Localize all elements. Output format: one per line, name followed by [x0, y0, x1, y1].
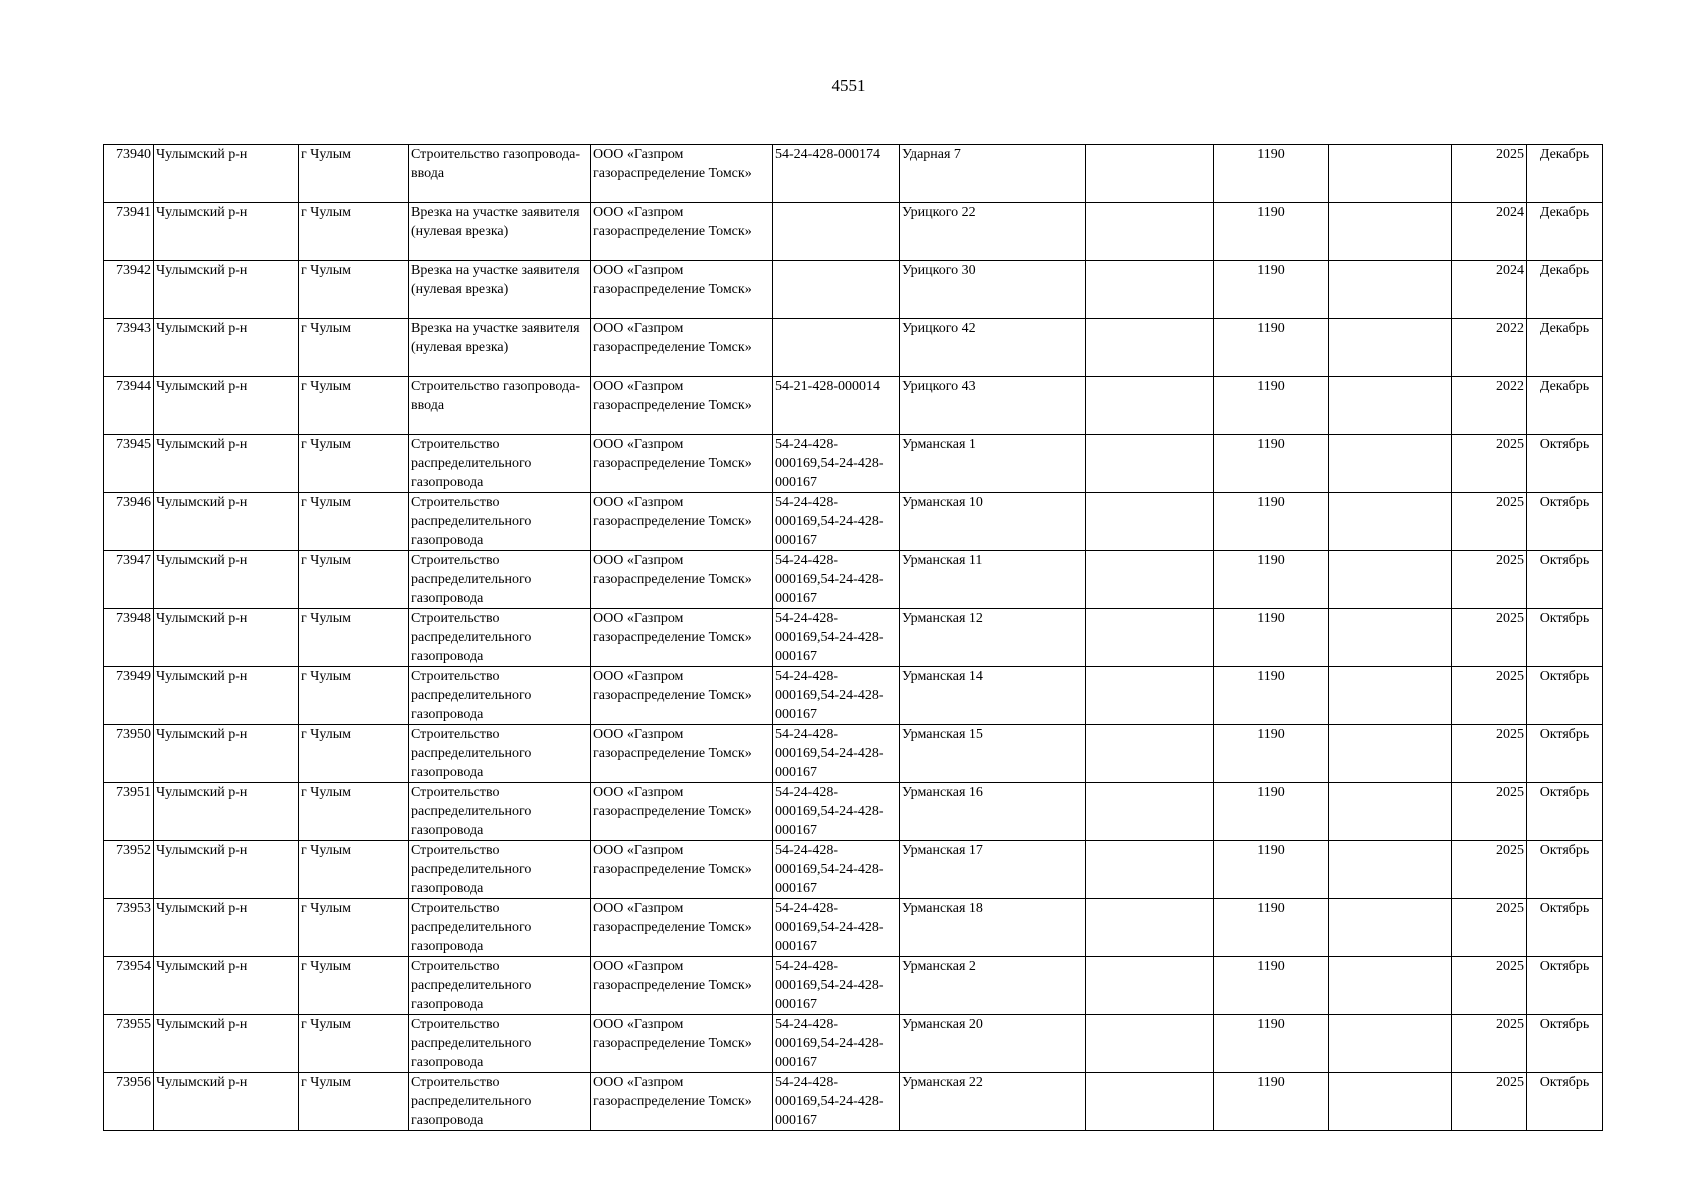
district-cell: Чулымский р-н	[154, 261, 299, 319]
locality-cell: г Чулым	[299, 551, 409, 609]
row-number-cell: 73947	[104, 551, 154, 609]
table-row	[104, 203, 1603, 261]
organization-cell: ООО «Газпром газораспределение Томск»	[591, 1073, 773, 1131]
cadastral-number-cell: 54-24-428-000169,54-24-428-000167	[773, 435, 900, 493]
row-number-cell: 73940	[104, 145, 154, 203]
locality-cell: г Чулым	[299, 783, 409, 841]
organization-cell: ООО «Газпром газораспределение Томск»	[591, 609, 773, 667]
work-type-cell: Строительство газопровода-ввода	[409, 145, 591, 203]
empty-cell	[1329, 725, 1452, 783]
row-number-cell: 73942	[104, 261, 154, 319]
empty-cell	[1329, 899, 1452, 957]
year-cell: 2025	[1452, 145, 1527, 203]
organization-cell: ООО «Газпром газораспределение Томск»	[591, 145, 773, 203]
page-number: 4551	[831, 76, 866, 95]
empty-cell	[1086, 377, 1214, 435]
empty-cell	[1086, 783, 1214, 841]
address-cell: Урицкого 22	[900, 203, 1086, 261]
district-cell: Чулымский р-н	[154, 551, 299, 609]
value-cell: 1190	[1214, 377, 1329, 435]
value-cell: 1190	[1214, 609, 1329, 667]
work-type-cell: Врезка на участке заявителя (нулевая врезка)	[409, 203, 591, 261]
address-cell: Урицкого 42	[900, 319, 1086, 377]
empty-cell	[1086, 203, 1214, 261]
row-number-cell: 73953	[104, 899, 154, 957]
table-row	[104, 1073, 1603, 1131]
value-cell: 1190	[1214, 203, 1329, 261]
empty-cell	[1329, 957, 1452, 1015]
empty-cell	[1086, 551, 1214, 609]
address-cell: Урманская 12	[900, 609, 1086, 667]
table-row	[104, 319, 1603, 377]
district-cell: Чулымский р-н	[154, 783, 299, 841]
empty-cell	[1086, 667, 1214, 725]
year-cell: 2025	[1452, 899, 1527, 957]
row-number-cell: 73956	[104, 1073, 154, 1131]
address-cell: Ударная 7	[900, 145, 1086, 203]
address-cell: Урманская 18	[900, 899, 1086, 957]
table-row	[104, 725, 1603, 783]
work-type-cell: Строительство распределительного газопровода	[409, 1073, 591, 1131]
address-cell: Урманская 14	[900, 667, 1086, 725]
empty-cell	[1086, 1073, 1214, 1131]
empty-cell	[1329, 667, 1452, 725]
year-cell: 2025	[1452, 1073, 1527, 1131]
row-number-cell: 73950	[104, 725, 154, 783]
district-cell: Чулымский р-н	[154, 377, 299, 435]
row-number-cell: 73941	[104, 203, 154, 261]
value-cell: 1190	[1214, 725, 1329, 783]
cadastral-number-cell: 54-24-428-000169,54-24-428-000167	[773, 667, 900, 725]
empty-cell	[1329, 377, 1452, 435]
empty-cell	[1329, 493, 1452, 551]
registry-table	[103, 144, 1603, 1131]
year-cell: 2025	[1452, 551, 1527, 609]
locality-cell: г Чулым	[299, 435, 409, 493]
row-number-cell: 73954	[104, 957, 154, 1015]
value-cell: 1190	[1214, 957, 1329, 1015]
empty-cell	[1086, 435, 1214, 493]
empty-cell	[1086, 145, 1214, 203]
locality-cell: г Чулым	[299, 261, 409, 319]
month-cell: Декабрь	[1527, 203, 1603, 261]
locality-cell: г Чулым	[299, 725, 409, 783]
address-cell: Урманская 22	[900, 1073, 1086, 1131]
empty-cell	[1086, 841, 1214, 899]
work-type-cell: Строительство распределительного газопровода	[409, 493, 591, 551]
empty-cell	[1329, 551, 1452, 609]
cadastral-number-cell: 54-24-428-000169,54-24-428-000167	[773, 1073, 900, 1131]
district-cell: Чулымский р-н	[154, 493, 299, 551]
month-cell: Декабрь	[1527, 145, 1603, 203]
year-cell: 2025	[1452, 493, 1527, 551]
locality-cell: г Чулым	[299, 145, 409, 203]
district-cell: Чулымский р-н	[154, 841, 299, 899]
table-row	[104, 609, 1603, 667]
locality-cell: г Чулым	[299, 667, 409, 725]
organization-cell: ООО «Газпром газораспределение Томск»	[591, 319, 773, 377]
table-row	[104, 957, 1603, 1015]
cadastral-number-cell: 54-24-428-000169,54-24-428-000167	[773, 609, 900, 667]
locality-cell: г Чулым	[299, 1015, 409, 1073]
value-cell: 1190	[1214, 261, 1329, 319]
organization-cell: ООО «Газпром газораспределение Томск»	[591, 1015, 773, 1073]
table-row	[104, 493, 1603, 551]
table-row	[104, 551, 1603, 609]
row-number-cell: 73955	[104, 1015, 154, 1073]
month-cell: Декабрь	[1527, 261, 1603, 319]
empty-cell	[1086, 725, 1214, 783]
row-number-cell: 73944	[104, 377, 154, 435]
locality-cell: г Чулым	[299, 377, 409, 435]
empty-cell	[1086, 899, 1214, 957]
table-row	[104, 145, 1603, 203]
value-cell: 1190	[1214, 841, 1329, 899]
work-type-cell: Строительство распределительного газопровода	[409, 435, 591, 493]
address-cell: Урманская 1	[900, 435, 1086, 493]
address-cell: Урманская 17	[900, 841, 1086, 899]
locality-cell: г Чулым	[299, 493, 409, 551]
year-cell: 2022	[1452, 377, 1527, 435]
month-cell: Октябрь	[1527, 725, 1603, 783]
district-cell: Чулымский р-н	[154, 319, 299, 377]
district-cell: Чулымский р-н	[154, 725, 299, 783]
table-row	[104, 435, 1603, 493]
empty-cell	[1086, 261, 1214, 319]
work-type-cell: Строительство распределительного газопровода	[409, 667, 591, 725]
month-cell: Декабрь	[1527, 377, 1603, 435]
cadastral-number-cell: 54-24-428-000169,54-24-428-000167	[773, 725, 900, 783]
work-type-cell: Строительство распределительного газопровода	[409, 551, 591, 609]
year-cell: 2024	[1452, 203, 1527, 261]
value-cell: 1190	[1214, 899, 1329, 957]
work-type-cell: Строительство распределительного газопровода	[409, 1015, 591, 1073]
address-cell: Урицкого 43	[900, 377, 1086, 435]
work-type-cell: Строительство распределительного газопровода	[409, 783, 591, 841]
month-cell: Октябрь	[1527, 493, 1603, 551]
work-type-cell: Врезка на участке заявителя (нулевая врезка)	[409, 261, 591, 319]
month-cell: Октябрь	[1527, 551, 1603, 609]
organization-cell: ООО «Газпром газораспределение Томск»	[591, 203, 773, 261]
value-cell: 1190	[1214, 435, 1329, 493]
table-row	[104, 667, 1603, 725]
row-number-cell: 73945	[104, 435, 154, 493]
address-cell: Урманская 11	[900, 551, 1086, 609]
cadastral-number-cell: 54-24-428-000169,54-24-428-000167	[773, 493, 900, 551]
row-number-cell: 73951	[104, 783, 154, 841]
year-cell: 2025	[1452, 667, 1527, 725]
work-type-cell: Строительство распределительного газопровода	[409, 725, 591, 783]
locality-cell: г Чулым	[299, 319, 409, 377]
district-cell: Чулымский р-н	[154, 203, 299, 261]
empty-cell	[1329, 435, 1452, 493]
value-cell: 1190	[1214, 783, 1329, 841]
month-cell: Октябрь	[1527, 1073, 1603, 1131]
district-cell: Чулымский р-н	[154, 609, 299, 667]
empty-cell	[1329, 609, 1452, 667]
cadastral-number-cell: 54-21-428-000014	[773, 377, 900, 435]
locality-cell: г Чулым	[299, 957, 409, 1015]
month-cell: Октябрь	[1527, 957, 1603, 1015]
row-number-cell: 73949	[104, 667, 154, 725]
organization-cell: ООО «Газпром газораспределение Томск»	[591, 957, 773, 1015]
year-cell: 2025	[1452, 1015, 1527, 1073]
row-number-cell: 73952	[104, 841, 154, 899]
month-cell: Октябрь	[1527, 609, 1603, 667]
district-cell: Чулымский р-н	[154, 957, 299, 1015]
cadastral-number-cell: 54-24-428-000169,54-24-428-000167	[773, 551, 900, 609]
table-row	[104, 841, 1603, 899]
district-cell: Чулымский р-н	[154, 667, 299, 725]
value-cell: 1190	[1214, 493, 1329, 551]
address-cell: Урицкого 30	[900, 261, 1086, 319]
address-cell: Урманская 10	[900, 493, 1086, 551]
month-cell: Декабрь	[1527, 319, 1603, 377]
address-cell: Урманская 2	[900, 957, 1086, 1015]
year-cell: 2025	[1452, 609, 1527, 667]
empty-cell	[1086, 319, 1214, 377]
locality-cell: г Чулым	[299, 899, 409, 957]
organization-cell: ООО «Газпром газораспределение Томск»	[591, 551, 773, 609]
locality-cell: г Чулым	[299, 1073, 409, 1131]
cadastral-number-cell	[773, 319, 900, 377]
empty-cell	[1329, 1015, 1452, 1073]
district-cell: Чулымский р-н	[154, 899, 299, 957]
organization-cell: ООО «Газпром газораспределение Томск»	[591, 841, 773, 899]
row-number-cell: 73943	[104, 319, 154, 377]
empty-cell	[1329, 841, 1452, 899]
year-cell: 2025	[1452, 841, 1527, 899]
organization-cell: ООО «Газпром газораспределение Томск»	[591, 493, 773, 551]
cadastral-number-cell: 54-24-428-000169,54-24-428-000167	[773, 783, 900, 841]
value-cell: 1190	[1214, 667, 1329, 725]
cadastral-number-cell	[773, 261, 900, 319]
address-cell: Урманская 20	[900, 1015, 1086, 1073]
organization-cell: ООО «Газпром газораспределение Томск»	[591, 435, 773, 493]
work-type-cell: Строительство газопровода-ввода	[409, 377, 591, 435]
year-cell: 2025	[1452, 783, 1527, 841]
address-cell: Урманская 15	[900, 725, 1086, 783]
organization-cell: ООО «Газпром газораспределение Томск»	[591, 783, 773, 841]
empty-cell	[1329, 203, 1452, 261]
table-row	[104, 1015, 1603, 1073]
month-cell: Октябрь	[1527, 1015, 1603, 1073]
cadastral-number-cell: 54-24-428-000169,54-24-428-000167	[773, 957, 900, 1015]
year-cell: 2024	[1452, 261, 1527, 319]
district-cell: Чулымский р-н	[154, 435, 299, 493]
table-row	[104, 261, 1603, 319]
row-number-cell: 73946	[104, 493, 154, 551]
work-type-cell: Строительство распределительного газопровода	[409, 957, 591, 1015]
organization-cell: ООО «Газпром газораспределение Томск»	[591, 899, 773, 957]
cadastral-number-cell: 54-24-428-000169,54-24-428-000167	[773, 899, 900, 957]
table-row	[104, 783, 1603, 841]
work-type-cell: Строительство распределительного газопровода	[409, 609, 591, 667]
value-cell: 1190	[1214, 1015, 1329, 1073]
table-row	[104, 899, 1603, 957]
work-type-cell: Строительство распределительного газопровода	[409, 899, 591, 957]
value-cell: 1190	[1214, 319, 1329, 377]
year-cell: 2022	[1452, 319, 1527, 377]
month-cell: Октябрь	[1527, 783, 1603, 841]
empty-cell	[1329, 319, 1452, 377]
empty-cell	[1329, 145, 1452, 203]
year-cell: 2025	[1452, 725, 1527, 783]
cadastral-number-cell	[773, 203, 900, 261]
row-number-cell: 73948	[104, 609, 154, 667]
year-cell: 2025	[1452, 435, 1527, 493]
work-type-cell: Строительство распределительного газопровода	[409, 841, 591, 899]
value-cell: 1190	[1214, 145, 1329, 203]
value-cell: 1190	[1214, 551, 1329, 609]
work-type-cell: Врезка на участке заявителя (нулевая врезка)	[409, 319, 591, 377]
locality-cell: г Чулым	[299, 609, 409, 667]
empty-cell	[1329, 1073, 1452, 1131]
organization-cell: ООО «Газпром газораспределение Томск»	[591, 377, 773, 435]
month-cell: Октябрь	[1527, 841, 1603, 899]
table-body	[104, 145, 1603, 1131]
year-cell: 2025	[1452, 957, 1527, 1015]
empty-cell	[1086, 1015, 1214, 1073]
month-cell: Октябрь	[1527, 899, 1603, 957]
address-cell: Урманская 16	[900, 783, 1086, 841]
cadastral-number-cell: 54-24-428-000169,54-24-428-000167	[773, 841, 900, 899]
locality-cell: г Чулым	[299, 841, 409, 899]
empty-cell	[1086, 609, 1214, 667]
table-row	[104, 377, 1603, 435]
empty-cell	[1086, 957, 1214, 1015]
locality-cell: г Чулым	[299, 203, 409, 261]
empty-cell	[1329, 783, 1452, 841]
cadastral-number-cell: 54-24-428-000174	[773, 145, 900, 203]
cadastral-number-cell: 54-24-428-000169,54-24-428-000167	[773, 1015, 900, 1073]
empty-cell	[1329, 261, 1452, 319]
district-cell: Чулымский р-н	[154, 1073, 299, 1131]
value-cell: 1190	[1214, 1073, 1329, 1131]
organization-cell: ООО «Газпром газораспределение Томск»	[591, 261, 773, 319]
empty-cell	[1086, 493, 1214, 551]
district-cell: Чулымский р-н	[154, 1015, 299, 1073]
month-cell: Октябрь	[1527, 435, 1603, 493]
organization-cell: ООО «Газпром газораспределение Томск»	[591, 725, 773, 783]
month-cell: Октябрь	[1527, 667, 1603, 725]
organization-cell: ООО «Газпром газораспределение Томск»	[591, 667, 773, 725]
district-cell: Чулымский р-н	[154, 145, 299, 203]
